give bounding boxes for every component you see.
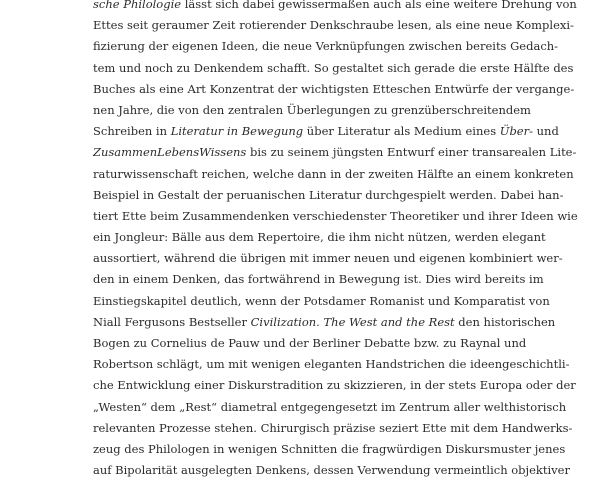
text-segment: „Westen“ dem „Rest“ diametral entgegengesetzt im Zentrum aller welthistorisch <box>93 399 567 414</box>
text-segment: den in einem Denken, das fortwährend in Bewegung ist. Dies wird bereits im <box>93 272 544 287</box>
text-line <box>93 36 559 57</box>
text-segment: tem und noch zu Denkendem schafft. So gestaltet sich gerade die erste Hälfte des <box>93 60 574 75</box>
italic-text-segment: Über- <box>499 124 533 139</box>
text-segment: über Literatur als Medium eines <box>303 124 500 139</box>
text-line <box>93 0 577 15</box>
text-segment: che Entwicklung einer Diskurstradition zu skizzieren, in der stets Europa oder der <box>93 378 576 393</box>
text-segment: Einstiegskapitel deutlich, wenn der Potsdamer Romanist und Komparatist von <box>93 293 550 308</box>
text-line <box>93 439 566 460</box>
text-line <box>93 375 576 396</box>
text-line <box>93 291 550 312</box>
text-line <box>93 269 544 290</box>
text-segment: zeug des Philologen in wenigen Schnitten die fragwürdigen Diskursmuster jenes <box>93 441 566 456</box>
text-segment: relevanten Prozesse stehen. Chirurgisch präzise seziert Ette mit dem Handwerks- <box>93 420 573 435</box>
text-segment: Ettes seit geraumer Zeit rotierender Denkschraube lesen, als eine neue Komplexi- <box>93 18 574 33</box>
text-line <box>93 312 556 333</box>
text-segment: Bogen zu Cornelius de Pauw und der Berliner Debatte bzw. zu Raynal und <box>93 336 527 350</box>
text-segment: Buches als eine Art Konzentrat der wichtigsten Etteschen Entwürfe der vergange- <box>93 81 575 96</box>
text-line <box>93 164 574 185</box>
text-line <box>93 418 573 439</box>
text-line <box>93 206 578 227</box>
body-text <box>93 0 578 481</box>
text-segment: nen Jahre, die von den zentralen Überlegungen zu grenzüberschreitendem <box>93 102 531 117</box>
text-segment: ein Jongleur: Bälle aus dem Repertoire, die ihm nicht nützen, werden elegant <box>93 230 546 245</box>
text-line <box>93 79 575 100</box>
text-segment: den historischen <box>454 314 556 329</box>
text-segment: tiert Ette beim Zusammendenken verschiedenster Theoretiker und ihrer Ideen wie <box>93 208 578 223</box>
text-segment: bis zu seinem jüngsten Entwurf einer transarealen Lite- <box>246 145 577 160</box>
text-line <box>93 397 567 418</box>
text-line <box>93 460 570 481</box>
text-line <box>93 354 570 375</box>
text-segment: lässt sich dabei gewissermaßen auch als eine weitere Drehung von <box>181 0 577 11</box>
text-line <box>93 100 531 121</box>
text-line <box>93 185 564 206</box>
text-line <box>93 248 563 269</box>
text-line <box>93 15 574 36</box>
text-segment: Niall Fergusons Bestseller <box>93 314 251 329</box>
text-line <box>93 227 546 248</box>
text-segment: Robertson schlägt, um mit wenigen eleganten Handstrichen die ideengeschichtli- <box>93 357 570 372</box>
text-segment: aussortiert, während die übrigen mit immer neuen und eigenen kombiniert wer- <box>93 251 563 266</box>
italic-text-segment: sche Philologie <box>93 0 182 11</box>
text-segment: raturwissenschaft reichen, welche dann in der zweiten Hälfte an einem konkreten <box>93 166 574 181</box>
text-segment: auf Bipolarität ausgelegten Denkens, dessen Verwendung vermeintlich objektiver <box>93 463 570 478</box>
text-segment: und <box>533 124 559 139</box>
text-line <box>93 58 574 79</box>
italic-text-segment: Civilization. The West and the Rest <box>250 314 455 329</box>
text-segment: Schreiben in <box>93 124 171 139</box>
text-segment: fizierung der eigenen Ideen, die neue Verknüpfungen zwischen bereits Gedach- <box>93 39 559 54</box>
text-line <box>93 142 577 163</box>
text-segment: Beispiel in Gestalt der peruanischen Literatur durchgespielt werden. Dabei han- <box>93 187 564 202</box>
italic-text-segment: ZusammenLebensWissens <box>93 145 247 160</box>
text-line <box>93 333 527 354</box>
italic-text-segment: Literatur in Bewegung <box>170 124 304 139</box>
text-line <box>93 121 559 142</box>
